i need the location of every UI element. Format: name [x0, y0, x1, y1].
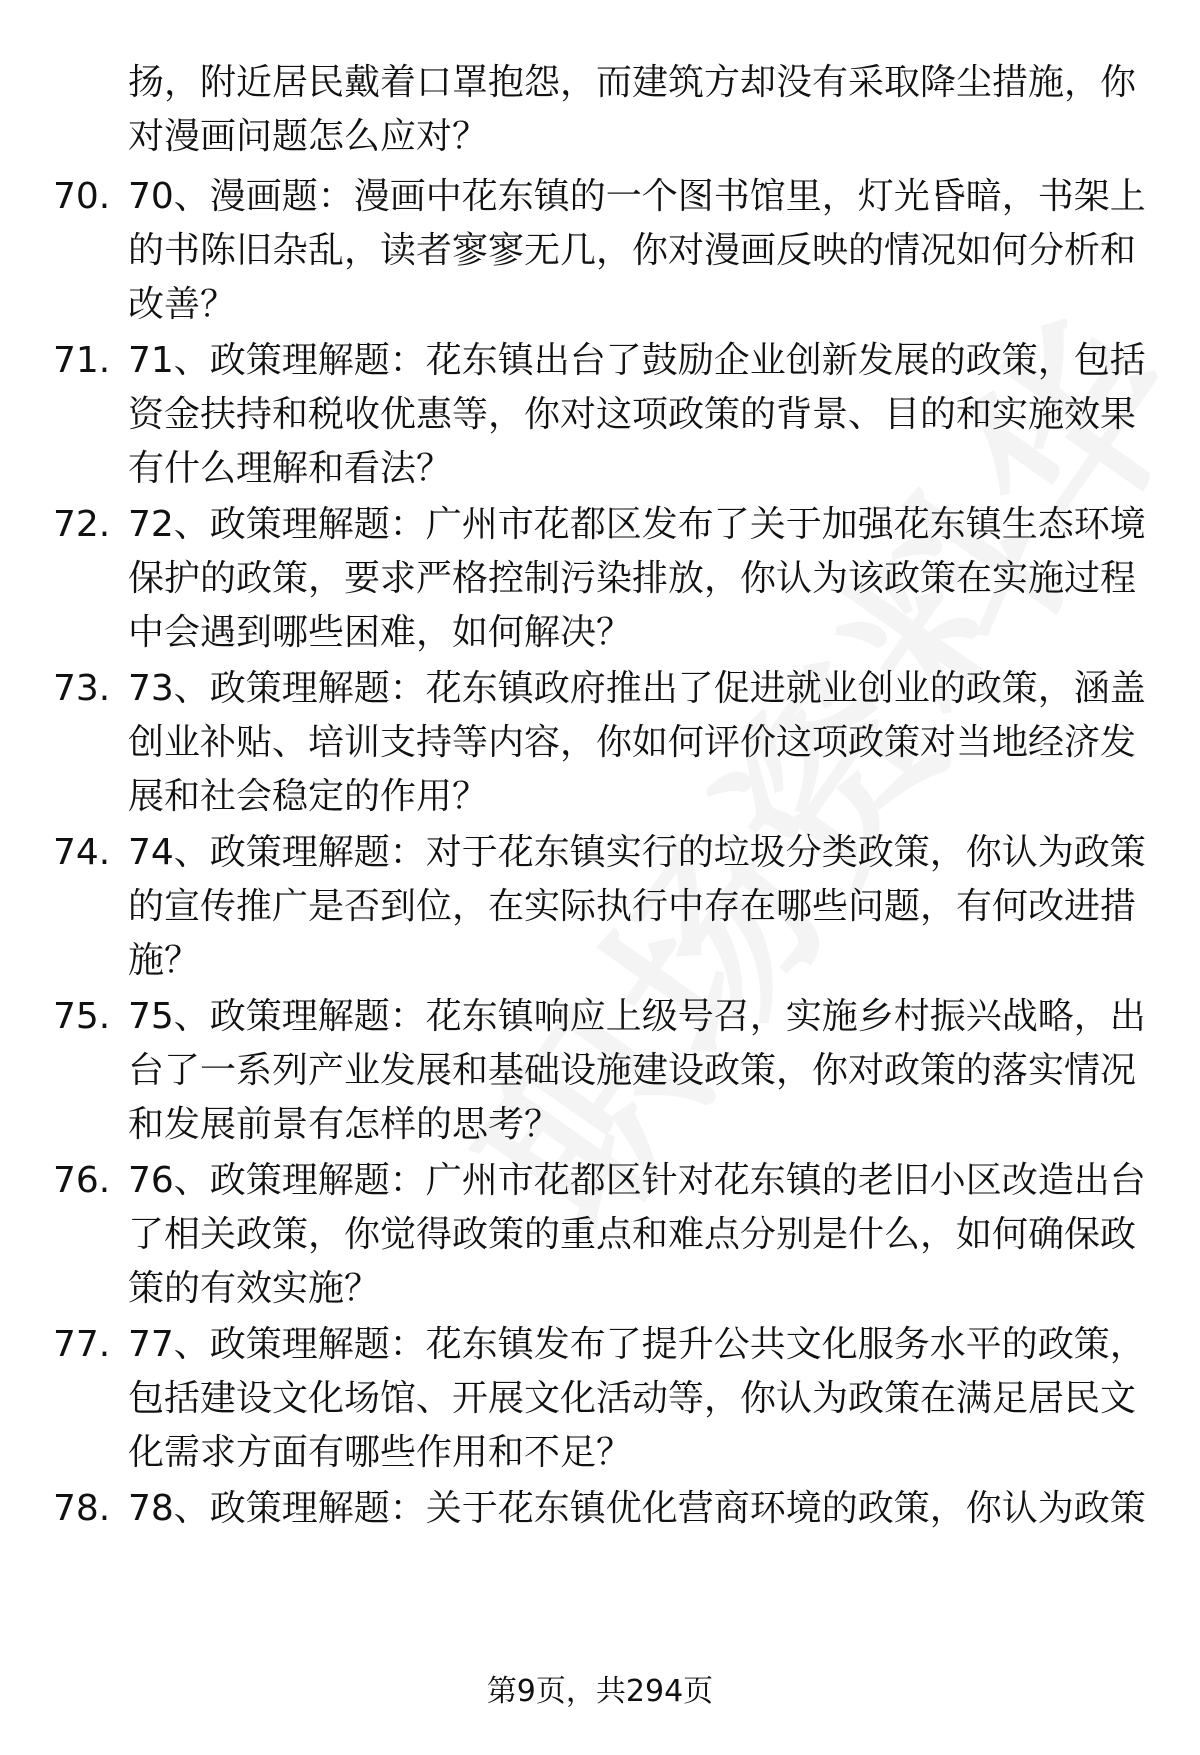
question-number: 76.	[53, 1160, 111, 1201]
question-text: 71、政策理解题：花东镇出台了鼓励企业创新发展的政策，包括资金扶持和税收优惠等，你对这项政策的背景、目的和实施效果有什么理解和看法？	[128, 340, 1146, 489]
question-text: 77、政策理解题：花东镇发布了提升公共文化服务水平的政策，包括建设文化场馆、开展文化活动等，你认为政策在满足居民文化需求方面有哪些作用和不足？	[128, 1324, 1146, 1473]
question-text: 76、政策理解题：广州市花都区针对花东镇的老旧小区改造出台了相关政策，你觉得政策的重点和难点分别是什么，如何确保政策的有效实施？	[128, 1160, 1146, 1309]
question-number: 74.	[53, 832, 111, 873]
question-number: 70.	[53, 176, 111, 217]
question-text: 70、漫画题：漫画中花东镇的一个图书馆里，灯光昏暗，书架上的书陈旧杂乱，读者寥寥无几，你对漫画反映的情况如何分析和改善？	[128, 176, 1146, 325]
question-text: 72、政策理解题：广州市花都区发布了关于加强花东镇生态环境保护的政策，要求严格控制污染排放，你认为该政策在实施过程中会遇到哪些困难，如何解决？	[128, 504, 1146, 653]
question-text: 73、政策理解题：花东镇政府推出了促进就业创业的政策，涵盖创业补贴、培训支持等内容，你如何评价这项政策对当地经济发展和社会稳定的作用？	[128, 668, 1146, 817]
question-number: 73.	[53, 668, 111, 709]
question-number: 72.	[53, 504, 111, 545]
question-text: 75、政策理解题：花东镇响应上级号召，实施乡村振兴战略，出台了一系列产业发展和基础设施建设政策，你对政策的落实情况和发展前景有怎样的思考？	[128, 996, 1146, 1145]
question-number: 78.	[53, 1488, 111, 1529]
question-number: 71.	[53, 340, 111, 381]
question-number: 75.	[53, 996, 111, 1037]
page-footer: 第9页，共294页	[486, 1674, 714, 1709]
continued-question-text: 扬，附近居民戴着口罩抱怨，而建筑方却没有采取降尘措施，你对漫画问题怎么应对？	[128, 62, 1137, 157]
question-text: 78、政策理解题：关于花东镇优化营商环境的政策，你认为政策	[128, 1488, 1146, 1529]
question-text: 74、政策理解题：对于花东镇实行的垃圾分类政策，你认为政策的宣传推广是否到位，在实际执行中存在哪些问题，有何改进措施？	[128, 832, 1146, 981]
question-number: 77.	[53, 1324, 111, 1365]
